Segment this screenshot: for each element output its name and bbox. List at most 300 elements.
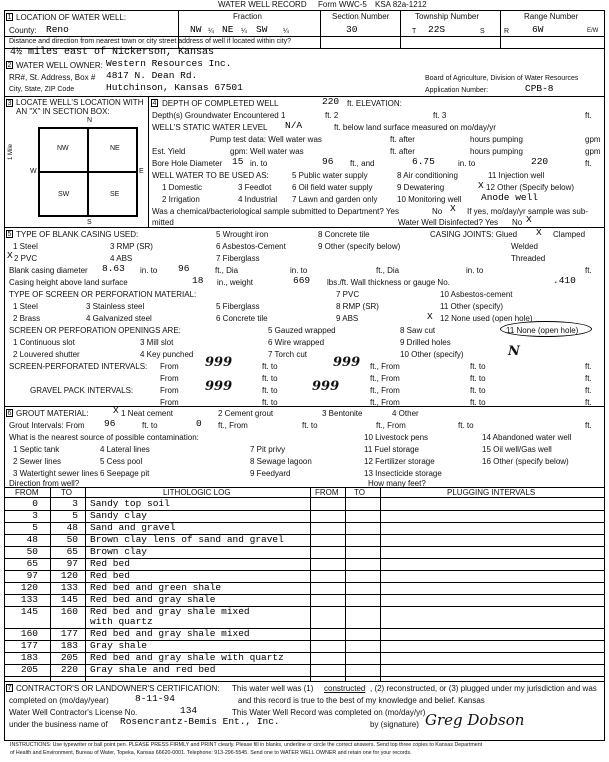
diam-label: Blank casing diameter xyxy=(9,266,88,275)
contam-1: 1 Septic tank xyxy=(13,445,60,454)
grout-2: 2 Cement grout xyxy=(218,409,274,418)
yield-after: ft. after xyxy=(390,147,415,156)
casing-5: 5 Wrought iron xyxy=(216,230,269,239)
log-from-value: 133 xyxy=(20,594,38,605)
grout-label: GROUT MATERIAL: xyxy=(16,409,89,418)
grout-4: 4 Other xyxy=(392,409,419,418)
disinf-no: No xyxy=(512,218,523,227)
board-label: Board of Agriculture, Division of Water Resources xyxy=(425,75,579,82)
mile-label: 1 Mile xyxy=(8,143,14,160)
diam-in-to: in. to xyxy=(140,266,158,275)
log-from-value: 65 xyxy=(26,558,38,569)
township-label: Township Number xyxy=(415,12,480,21)
sep-s3 xyxy=(148,96,149,227)
log-description: Brown clay lens of sand and gravel xyxy=(90,534,284,545)
gravel-from-2: From xyxy=(160,398,179,407)
sep-section xyxy=(320,10,321,48)
contam-7: 7 Pit privy xyxy=(250,445,286,454)
compass-n: N xyxy=(87,117,93,124)
bore-2: 96 xyxy=(322,156,334,167)
log-from-value: 160 xyxy=(20,628,38,639)
opening-9: 9 Drilled holes xyxy=(400,338,451,347)
township-suffix: S xyxy=(480,28,485,35)
section-box-hline xyxy=(38,171,138,173)
city-value: Hutchinson, Kansas 67501 xyxy=(106,82,243,93)
depth-value: 220 xyxy=(322,96,340,107)
range-prefix: R xyxy=(504,28,510,35)
perf2-ft-from: ft., From xyxy=(370,374,400,383)
log-description: Red bed and gray shale with quartz xyxy=(90,652,284,663)
perf-ft-from: ft., From xyxy=(370,362,400,371)
rule-s2 xyxy=(4,96,605,97)
casing-1: 1 Steel xyxy=(13,242,38,251)
log-to-value: 205 xyxy=(60,652,78,663)
log-to-value: 5 xyxy=(72,510,78,521)
howmany-label: How many feet? xyxy=(368,479,426,488)
log-description-cont: with quartz xyxy=(90,616,153,627)
yield-gpm2: gpm xyxy=(585,147,601,156)
gravel2-ft-from: ft., From xyxy=(370,398,400,407)
direction-label: Direction from well? xyxy=(9,479,80,488)
log-row-rule xyxy=(4,676,605,677)
joints-clamped: Clamped xyxy=(553,230,586,239)
gw-3: ft. 3 xyxy=(433,111,447,120)
perf-ft-end: ft. xyxy=(585,362,592,371)
quarter-1: ¼ xyxy=(208,28,214,35)
screen-8: 8 RMP (SR) xyxy=(336,302,379,311)
screen-5: 5 Fiberglass xyxy=(216,302,260,311)
opening-1: 1 Continuous slot xyxy=(13,338,75,347)
chem-no: No xyxy=(432,207,443,216)
log-description: Sandy top soil xyxy=(90,498,170,509)
use-11: 11 Injection well xyxy=(488,171,545,180)
grout-1: 1 Neat cement xyxy=(121,409,174,418)
static-label: WELL'S STATIC WATER LEVEL xyxy=(152,123,268,132)
log-from-value: 0 xyxy=(32,498,38,509)
use-6: 6 Oil field water supply xyxy=(292,183,373,192)
fraction-q1: NW xyxy=(190,24,202,35)
chem-x: X xyxy=(450,203,456,214)
joints-x: X xyxy=(536,227,542,238)
log-head-to-2: TO xyxy=(354,488,365,497)
opening-n: N xyxy=(508,344,520,359)
use-12-mark: X xyxy=(478,180,484,191)
app-label: Application Number: xyxy=(425,87,489,94)
disinf-x: X xyxy=(526,214,532,225)
cert-label: CONTRACTOR'S OR LANDOWNER'S CERTIFICATION: xyxy=(16,684,220,693)
range-label: Range Number xyxy=(524,12,579,21)
diam-ft-3: ft. xyxy=(585,266,592,275)
log-to-value: 177 xyxy=(60,628,78,639)
grout-int-ft-from: ft., From xyxy=(218,421,248,430)
perf2-ft-to: ft. to xyxy=(262,374,278,383)
gravel-ft-to-2: ft. to xyxy=(470,386,486,395)
joints-welded: Welded xyxy=(511,242,538,251)
screen-3: 3 Stainless steel xyxy=(86,302,145,311)
grout-int-ft-to: ft. to xyxy=(302,421,318,430)
casing-2: 2 PVC xyxy=(14,254,38,263)
contam-14: 14 Abandoned water well xyxy=(482,433,572,442)
perf2-ft-end: ft. xyxy=(585,374,592,383)
contam-2: 2 Sewer lines xyxy=(13,457,62,466)
log-from-value: 145 xyxy=(20,606,38,617)
use-7: 7 Lawn and garden only xyxy=(292,195,378,204)
s3-label: LOCATE WELL'S LOCATION WITH xyxy=(16,98,144,107)
log-description: Brown clay xyxy=(90,546,148,557)
disinf-label: Water Well Disinfected? Yes xyxy=(398,218,499,227)
log-from-value: 205 xyxy=(20,664,38,675)
form-number: Form WWC-5 xyxy=(318,0,367,9)
height-label: Casing height above land surface xyxy=(9,278,128,287)
log-description: Red bed and gray shale mixed xyxy=(90,606,250,617)
log-description: Sandy clay xyxy=(90,510,148,521)
screen-10: 10 Asbestos-cement xyxy=(440,290,513,299)
completed-value: 8-11-94 xyxy=(135,693,175,704)
fraction-q3: SW xyxy=(256,24,268,35)
diam-in-to-3: in. to xyxy=(466,266,484,275)
address-label: RR#, St. Address, Box # xyxy=(9,73,96,82)
log-to-value: 183 xyxy=(60,640,78,651)
diam-ft-value: 96 xyxy=(178,263,190,274)
log-description: Red bed xyxy=(90,570,130,581)
quad-ne: NE xyxy=(110,145,120,152)
rule-s5 xyxy=(4,406,605,407)
bore-1: 15 xyxy=(232,156,244,167)
gravel-ft-end: ft. xyxy=(585,386,592,395)
casing-9: 9 Other (specify below) xyxy=(318,242,401,251)
grout-int-ft-from-2: ft., From xyxy=(376,421,406,430)
s5-label: TYPE OF BLANK CASING USED: xyxy=(16,230,139,239)
chem-label: Was a chemical/bacteriological sample submitted to Department? Yes xyxy=(152,207,399,216)
log-to-value: 133 xyxy=(60,582,78,593)
static-rest: ft. below land surface measured on mo/day/yr xyxy=(334,123,496,132)
section-num-2: 2 xyxy=(7,62,12,69)
completed-rest: and this record is true to the best of my knowledge and belief. Kansas xyxy=(238,696,485,705)
gravel-from-value: 999 xyxy=(205,379,233,394)
gw-label: Depth(s) Groundwater Encountered 1 xyxy=(152,111,286,120)
gw-end: ft. xyxy=(585,111,592,120)
screen-11: 11 Other (specify) xyxy=(440,302,503,311)
casing-3: 3 RMP (SR) xyxy=(110,242,153,251)
contam-16: 16 Other (specify below) xyxy=(482,457,569,466)
county-label: County: xyxy=(9,26,37,35)
log-head-from-2: FROM xyxy=(315,488,339,497)
grout-int-ft-to-2: ft. to xyxy=(458,421,474,430)
s1-label: LOCATION OF WATER WELL: xyxy=(16,13,127,22)
section-num-3: 3 xyxy=(7,100,12,107)
quarter-2: ¼ xyxy=(241,28,247,35)
screen-4: 4 Galvanized steel xyxy=(86,314,152,323)
instructions-2: of Health and Environment, Bureau of Water, Topeka, Kansas 66620-0001. Telephone: 913-296-5545. Send one to WATER WELL OWNER and retain one for your records. xyxy=(10,750,412,756)
rule-distance xyxy=(4,36,605,37)
contam-3: 3 Watertight sewer lines xyxy=(13,469,99,478)
signature: Greg Dobson xyxy=(425,711,525,729)
log-from-value: 97 xyxy=(26,570,38,581)
signature-label: by (signature) xyxy=(370,720,419,729)
log-from-value: 5 xyxy=(32,522,38,533)
yield-hours: hours pumping xyxy=(470,147,523,156)
completed-label: completed on (mo/day/year) xyxy=(9,696,109,705)
diam-in-to-2: in. to xyxy=(290,266,308,275)
left-border xyxy=(4,10,5,740)
height-value: 18 xyxy=(192,275,204,286)
opening-4: 4 Key punched xyxy=(140,350,194,359)
grout-int-to: ft. to xyxy=(142,421,158,430)
section-value: 30 xyxy=(346,24,358,35)
bore-ft-and: ft., and xyxy=(350,159,375,168)
perf-ft-to: ft. to xyxy=(262,362,278,371)
distance-value: 4½ miles east of Nickerson, Kansas xyxy=(10,47,215,58)
depth-label: DEPTH OF COMPLETED WELL xyxy=(162,99,279,108)
bore-3: 6.75 xyxy=(412,156,435,167)
bore-in-to-2: in. to xyxy=(458,159,476,168)
business-value: Rosencrantz-Bemis Ent., Inc. xyxy=(120,716,280,727)
compass-w: W xyxy=(30,168,37,175)
opening-6: 6 Wire wrapped xyxy=(268,338,325,347)
section-num-6: 6 xyxy=(7,410,12,417)
log-description: Sand and gravel xyxy=(90,522,176,533)
log-head-to: TO xyxy=(61,488,72,497)
form-ksa: KSA 82a-1212 xyxy=(375,0,427,9)
township-prefix: T xyxy=(412,28,417,35)
diam-ftdia-2: ft., Dia xyxy=(376,266,400,275)
perf-label: SCREEN-PERFORATED INTERVALS: xyxy=(9,362,148,371)
log-description: Gray shale and red bed xyxy=(90,664,216,675)
mitted: mitted xyxy=(152,218,174,227)
contam-label: What is the nearest source of possible contamination: xyxy=(9,433,199,442)
opening-8: 8 Saw cut xyxy=(400,326,436,335)
cert-constructed: constructed xyxy=(324,684,366,693)
fraction-label: Fraction xyxy=(233,12,262,21)
use-3: 3 Feedlot xyxy=(238,183,272,192)
opening-7: 7 Torch cut xyxy=(268,350,307,359)
log-to-value: 220 xyxy=(60,664,78,675)
log-description: Red bed and gray shale xyxy=(90,594,216,605)
gravel2-ft-to: ft. to xyxy=(262,398,278,407)
casing-2-mark: X xyxy=(7,250,13,261)
gravel-to-value: 999 xyxy=(312,379,340,394)
screen-12-mark: X xyxy=(427,311,433,322)
log-from-value: 50 xyxy=(26,546,38,557)
log-description: Gray shale xyxy=(90,640,148,651)
business-label: under the business name of xyxy=(9,720,108,729)
section-num-7: 7 xyxy=(7,685,12,692)
use-8: 8 Air conditioning xyxy=(397,171,458,180)
log-to-value: 120 xyxy=(60,570,78,581)
bore-in-to: in. to xyxy=(250,159,268,168)
grout-int-label: Grout Intervals: From xyxy=(9,421,85,430)
weight-value: 669 xyxy=(293,275,311,286)
quad-sw: SW xyxy=(58,191,70,198)
openings-label: SCREEN OR PERFORATION OPENINGS ARE: xyxy=(9,326,181,335)
log-to-value: 3 xyxy=(72,498,78,509)
bore-label: Bore Hole Diameter xyxy=(152,159,223,168)
yield-gpm: gpm: Well water was xyxy=(230,147,304,156)
rule-log-end xyxy=(4,681,605,682)
gravel-ft-from: ft., From xyxy=(370,386,400,395)
perf-from-value: 999 xyxy=(205,355,233,370)
static-value: N/A xyxy=(285,120,303,131)
contam-11: 11 Fuel storage xyxy=(364,445,419,454)
log-from-value: 120 xyxy=(20,582,38,593)
perf-to-value: 999 xyxy=(333,355,361,370)
contam-6: 6 Seepage pit xyxy=(100,469,150,478)
cert-text-1: This water well was (1) xyxy=(232,684,314,693)
use-1: 1 Domestic xyxy=(162,183,203,192)
log-to-value: 48 xyxy=(66,522,78,533)
rule-s4 xyxy=(4,227,605,228)
pump-hours: hours pumping xyxy=(470,135,523,144)
quad-se: SE xyxy=(110,191,120,198)
yield-label: Est. Yield xyxy=(152,147,186,156)
grout-1-mark: X xyxy=(113,405,119,416)
log-from-value: 48 xyxy=(26,534,38,545)
section-label: Section Number xyxy=(332,12,390,21)
screen-label: TYPE OF SCREEN OR PERFORATION MATERIAL: xyxy=(9,290,197,299)
grout-3: 3 Bentonite xyxy=(322,409,363,418)
record-label: This Water Well Record was completed on (mo/day/yr) xyxy=(232,708,426,717)
screen-6: 6 Concrete tile xyxy=(216,314,268,323)
address-value: 4817 N. Dean Rd. xyxy=(106,70,198,81)
contam-15: 15 Oil well/Gas well xyxy=(482,445,552,454)
casing-8: 8 Concrete tile xyxy=(318,230,370,239)
log-head-plug: PLUGGING INTERVALS xyxy=(447,488,536,497)
compass-s: S xyxy=(87,219,92,226)
instructions-1: INSTRUCTIONS: Use typewriter or ball point pen. PLEASE PRESS FIRMLY and PRINT clearly. Please fill in blanks, underline or circle the correct answers. Send top three copies to Kansas Department xyxy=(10,742,483,748)
quad-nw: NW xyxy=(57,145,69,152)
log-from-value: 3 xyxy=(32,510,38,521)
perf2-ft-to-2: ft. to xyxy=(470,374,486,383)
gravel-label: GRAVEL PACK INTERVALS: xyxy=(30,386,134,395)
form-title: WATER WELL RECORD xyxy=(218,0,307,9)
gravel-ft-to: ft. to xyxy=(262,386,278,395)
s3-label-2: AN "X" IN SECTION BOX: xyxy=(16,107,110,116)
pump-label: Pump test data: Well water was xyxy=(210,135,322,144)
log-to-value: 50 xyxy=(66,534,78,545)
license-value: 134 xyxy=(180,705,198,716)
log-to-value: 65 xyxy=(66,546,78,557)
use-9: 9 Dewatering xyxy=(397,183,445,192)
pump-after: ft. after xyxy=(390,135,415,144)
casing-7: 7 Fiberglass xyxy=(216,254,260,263)
contam-8: 8 Sewage lagoon xyxy=(250,457,312,466)
use-2: 2 Irrigation xyxy=(162,195,200,204)
opening-2: 2 Louvered shutter xyxy=(13,350,80,359)
use-label: WELL WATER TO BE USED AS: xyxy=(152,171,269,180)
right-border xyxy=(604,10,605,740)
casing-6: 6 Asbestos-Cement xyxy=(216,242,286,251)
sep-range xyxy=(500,10,501,48)
quarter-3: ¼ xyxy=(283,28,289,35)
range-value: 6W xyxy=(532,24,544,35)
log-description: Red bed and green shale xyxy=(90,582,222,593)
use-12: 12 Other (Specify below) xyxy=(486,183,575,192)
opening-11: 11 None (open hole) xyxy=(506,326,579,335)
opening-5: 5 Gauzed wrapped xyxy=(268,326,336,335)
gravel-from: From xyxy=(160,386,179,395)
log-head-from: FROM xyxy=(15,488,39,497)
top-rule xyxy=(4,10,605,11)
joints-threaded: Threaded xyxy=(511,254,546,263)
screen-9: 9 ABS xyxy=(336,314,359,323)
diam-value: 8.63 xyxy=(102,263,125,274)
contam-9: 9 Feedyard xyxy=(250,469,291,478)
opening-11-circle xyxy=(500,321,592,337)
use-10: 10 Monitoring well xyxy=(397,195,462,204)
joints-label: CASING JOINTS: Glued xyxy=(430,230,518,239)
use-4: 4 Industrial xyxy=(238,195,278,204)
screen-1: 1 Steel xyxy=(13,302,38,311)
opening-10: 10 Other (specify) xyxy=(400,350,464,359)
s2-label: WATER WELL OWNER: xyxy=(16,61,103,70)
screen-12: 12 None used (open hole) xyxy=(440,314,533,323)
app-value: CPB-8 xyxy=(525,83,554,94)
contam-12: 12 Fertilizer storage xyxy=(364,457,435,466)
diam-ftdia: ft., Dia xyxy=(215,266,239,275)
grout-int-to-value: 0 xyxy=(196,418,202,429)
chem-rest: If yes, mo/day/yr sample was sub- xyxy=(467,207,588,216)
bore-ft: ft. xyxy=(585,159,592,168)
cert-text-2: , (2) reconstructed, or (3) plugged under my jurisdiction and was xyxy=(370,684,597,693)
contam-4: 4 Lateral lines xyxy=(100,445,150,454)
contam-13: 13 Insecticide storage xyxy=(364,469,442,478)
owner-value: Western Resources Inc. xyxy=(106,58,232,69)
use-5: 5 Public water supply xyxy=(292,171,368,180)
gauge-value: .410 xyxy=(553,275,576,286)
contam-5: 5 Cess pool xyxy=(100,457,143,466)
casing-4: 4 ABS xyxy=(110,254,133,263)
gravel2-ft-end: ft. xyxy=(585,398,592,407)
rule-bottom xyxy=(4,740,605,741)
fraction-q2: NE xyxy=(222,24,234,35)
section-num-4: 4 xyxy=(152,100,157,107)
log-description: Red bed and gray shale mixed xyxy=(90,628,250,639)
perf-from: From xyxy=(160,362,179,371)
gravel2-ft-to-2: ft. to xyxy=(470,398,486,407)
log-to-value: 145 xyxy=(60,594,78,605)
opening-3: 3 Mill slot xyxy=(140,338,174,347)
log-to-value: 97 xyxy=(66,558,78,569)
contam-10: 10 Livestock pens xyxy=(364,433,429,442)
log-to-value: 160 xyxy=(60,606,78,617)
log-from-value: 183 xyxy=(20,652,38,663)
depth-unit: ft. ELEVATION: xyxy=(347,99,402,108)
compass-e: E xyxy=(139,168,144,175)
township-value: 22S xyxy=(428,24,446,35)
other-use-value: Anode well xyxy=(481,192,539,203)
sep-township xyxy=(400,10,401,48)
perf-from-2: From xyxy=(160,374,179,383)
section-num-5: 5 xyxy=(7,231,12,238)
log-from-value: 177 xyxy=(20,640,38,651)
log-description: Red bed xyxy=(90,558,130,569)
county-value: Reno xyxy=(46,24,69,35)
city-label: City, State, ZIP Code xyxy=(9,86,75,93)
perf-ft-to-2: ft. to xyxy=(470,362,486,371)
height-unit: in., weight xyxy=(217,278,254,287)
weight-unit: lbs./ft. Wall thickness or gauge No. xyxy=(327,278,450,287)
section-num-1: 1 xyxy=(7,14,12,21)
license-label: Water Well Contractor's License No. xyxy=(9,708,138,717)
grout-int-from: 96 xyxy=(104,418,116,429)
screen-2: 2 Brass xyxy=(13,314,41,323)
bore-4: 220 xyxy=(531,156,549,167)
log-head-litho: LITHOLOGIC LOG xyxy=(163,488,231,497)
gw-2: ft. 2 xyxy=(325,111,339,120)
range-suffix: E/W xyxy=(587,28,599,34)
grout-int-ft: ft. xyxy=(585,421,592,430)
screen-7: 7 PVC xyxy=(336,290,360,299)
